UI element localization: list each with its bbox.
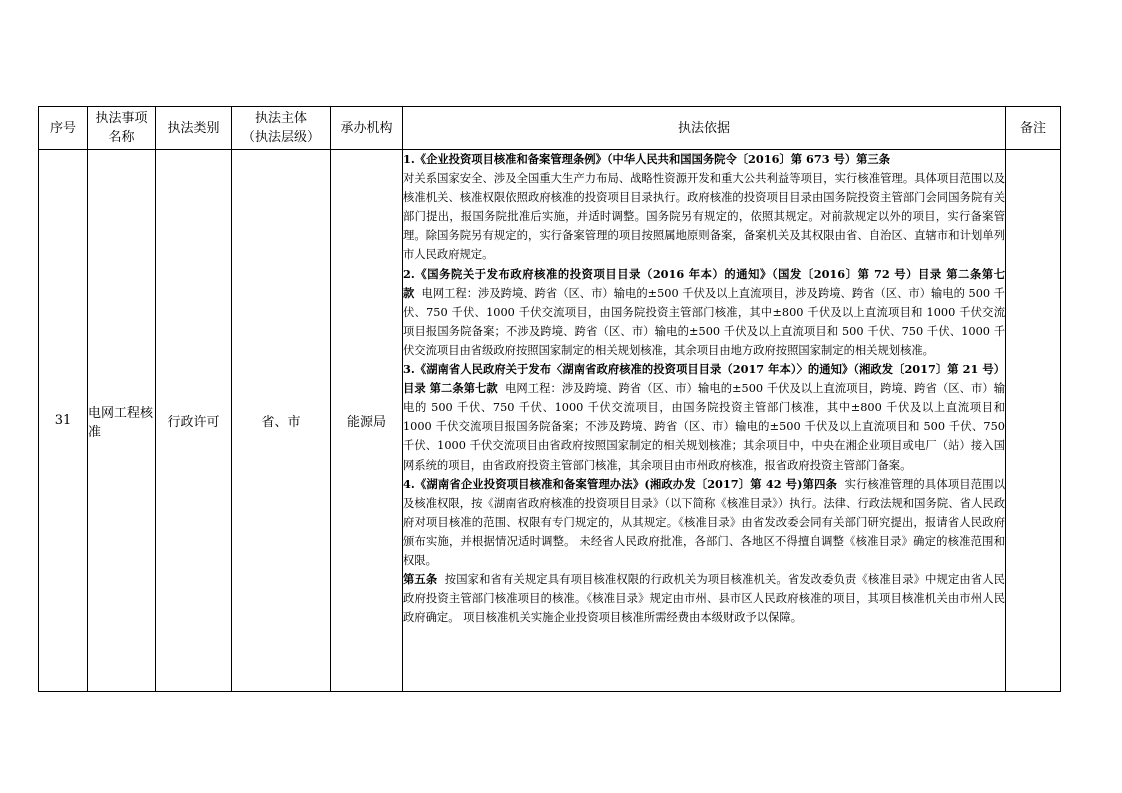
enforcement-table bbox=[38, 106, 1061, 692]
basis-2-heading: 2.《国务院关于发布政府核准的投资项目目录（2016 年本）的通知》（国发〔2016〕第 72 号）目录 第二条第七款 bbox=[403, 266, 1005, 300]
header-basis: 执法依据 bbox=[403, 107, 1006, 150]
header-remark: 备注 bbox=[1006, 107, 1061, 150]
cell-subject: 省、市 bbox=[232, 150, 331, 692]
basis-4-heading: 4.《湖南省企业投资项目核准和备案管理办法》(湘政办发〔2017〕第 42 号)第四条 bbox=[403, 476, 838, 491]
basis-4-text: 实行核准管理的具体项目范围以及核准权限，按《湖南省政府核准的投资项目目录》（以下简称《核准目录》）执行。法律、行政法规和国务院、省人民政府对项目核准的范围、权限有专门规定的，从其规定。《核准目录》由省发改委会同有关部门研究提出，报请省人民政府颁布实施，并根据情况适时调整。 未经省人民政府批准，各部门、各地区不得擅自调整《核准目录》确定的核准范围和权限。 bbox=[403, 477, 1005, 567]
header-category: 执法类别 bbox=[156, 107, 232, 150]
basis-1-heading: 1.《企业投资项目核准和备案管理条例》（中华人民共和国国务院令〔2016〕第 673 号）第三条 bbox=[403, 152, 891, 166]
cell-item-name: 电网工程核准 bbox=[88, 150, 156, 692]
header-subject bbox=[232, 107, 331, 150]
basis-3-text: 电网工程：涉及跨境、跨省（区、市）输电的±500 千伏及以上直流项目，跨境、跨省（区、市）输电的 500 千伏、750 千伏、1000 千伏交流项目，由国务院投资主管部门核准，其中±800 千伏及以上直流项目和 1000 千伏交流项目报国务院备案；不涉及跨境、跨省（区、市）输电的±500 千伏及以上直流项目和 500 千伏、750 千伏、1000 千伏交流项目由省政府按照国家制定的相关规划核准；其余项目中，中央在湘企业项目或电厂（站）接入国网系统的项目，由省政府投资主管部门核准，其余项目由市州政府核准，报省政府投资主管部门备案。 bbox=[403, 382, 1006, 472]
basis-5-text: 按国家和省有关规定具有项目核准权限的行政机关为项目核准机关。省发改委负责《核准目录》中规定由省人民政府投资主管部门核准项目的核准。《核准目录》规定由市州、县市区人民政府核准的项目，其项目核准机关由市州人民政府确定。 项目核准机关实施企业投资项目核准所需经费由本级财政予以保障。 bbox=[403, 573, 1005, 625]
basis-3-heading: 3.《湖南省人民政府关于发布〈湖南省政府核准的投资项目目录（2017 年本）〉的通知》（湘政发〔2017〕第 21 号）目录 第二条第七款 bbox=[403, 362, 1005, 396]
header-subject-line1: 执法主体 bbox=[254, 111, 307, 126]
cell-seq: 31 bbox=[39, 150, 88, 692]
header-row bbox=[39, 107, 1061, 150]
basis-1-text: 对关系国家安全、涉及全国重大生产力布局、战略性资源开发和重大公共利益等项目，实行核准管理。具体项目范围以及核准机关、核准权限依照政府核准的投资项目目录执行。政府核准的投资项目目录由国务院投资主管部门会同国务院有关部门提出，报国务院批准后实施，并适时调整。国务院另有规定的，依照其规定。对前款规定以外的项目，实行备案管理。除国务院另有规定的，实行备案管理的项目按照属地原则备案，备案机关及其权限由省、自治区、直辖市和计划单列市人民政府规定。 bbox=[403, 172, 1005, 262]
header-item-name-line2: 名称 bbox=[108, 130, 135, 145]
cell-remark bbox=[1006, 150, 1061, 692]
header-item-name-line1: 执法事项 bbox=[95, 111, 148, 126]
table-row bbox=[39, 150, 1061, 692]
header-item-name bbox=[88, 107, 156, 150]
header-agency: 承办机构 bbox=[331, 107, 403, 150]
basis-2-text: 电网工程：涉及跨境、跨省（区、市）输电的±500 千伏及以上直流项目，涉及跨境、跨省（区、市）输电的 500 千伏、750 千伏、1000 千伏交流项目，由国务院投资主管部门核准，其中±800 千伏及以上直流项目和 1000 千伏交流项目报国务院备案；不涉及跨境、跨省（区、市）输电的±500 千伏及以上直流项目和 500 千伏、750 千伏、1000 千伏交流项目由省级政府按照国家制定的相关规划核准，其余项目由地方政府按照国家制定的相关规划核准。 bbox=[403, 286, 1005, 357]
header-subject-line2: （执法层级） bbox=[241, 130, 320, 145]
basis-5-heading: 第五条 bbox=[403, 572, 438, 587]
header-seq: 序号 bbox=[39, 107, 88, 150]
cell-basis bbox=[403, 150, 1006, 692]
cell-category: 行政许可 bbox=[156, 150, 232, 692]
cell-agency: 能源局 bbox=[331, 150, 403, 692]
